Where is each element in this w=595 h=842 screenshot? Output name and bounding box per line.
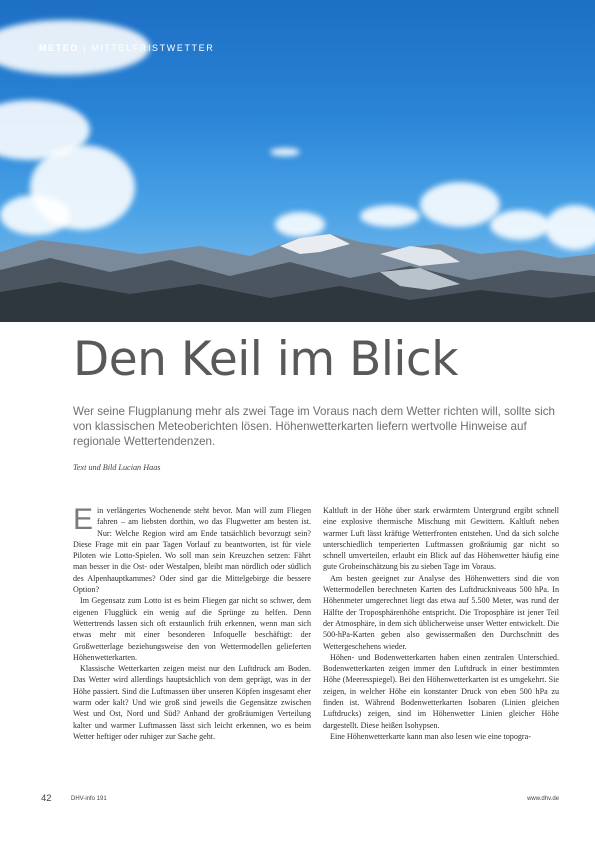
drop-cap: E [73, 503, 94, 536]
paragraph: Klassische Wetterkarten zeigen meist nur den Luftdruck am Boden. Das Wetter wird allerdings hauptsächlich von dem geprägt, was in der Höhe passiert. Sind die Luftmassen über unseren Köpfen insgesamt eher warm oder kalt? Und wie groß sind jeweils die Gegensätze zwischen West und Ost, Nord und Süd? Anhand der großräumigen Verteilung kalter und warmer Luftmassen lässt sich leicht erkennen, wo es beim Wetter heftiger oder ruhiger zur Sache geht. [73, 664, 311, 741]
paragraph: Im Gegensatz zum Lotto ist es beim Fliegen gar nicht so schwer, dem eigenen Flugglück ein wenig auf die Sprünge zu helfen. Denn Wettertrends lassen sich oft erstaunlich früh erkennen, wenn man sich etwas mehr mit einer besonderen Infoquelle beschäftigt: der Großwetterlage beziehungsweise den von Wettermodellen gelieferten Höhenwetterkarten. [73, 596, 311, 662]
article-lead: Wer seine Flugplanung mehr als zwei Tage im Voraus nach dem Wetter richten will, sollte sich von klassischen Meteoberichten lösen. Höhenwetterkarten liefern wertvolle Hinweise auf regionale Wettertendenzen. [73, 405, 556, 448]
page-number: 42 [41, 793, 52, 804]
byline: Text und Bild Lucian Haas [73, 463, 161, 472]
footer-url[interactable]: www.dhv.de [527, 796, 559, 802]
page-footer [0, 793, 595, 807]
section-label: METEO [39, 43, 80, 53]
article-title: Den Keil im Blick [73, 332, 458, 387]
subsection-label: MITTELFRISTWETTER [91, 43, 215, 53]
section-kicker [39, 43, 214, 53]
section-separator: | [79, 43, 92, 53]
text-column-left [73, 505, 311, 742]
paragraph: Am besten geeignet zur Analyse des Höhenwetters sind die von Wettermodellen berechneten Karten des Luftdruckniveaus 500 hPa. In Höhenmeter umgerechnet liegt das etwa auf 5.500 Meter, was rund der Hälfte der Troposphärenhöhe entspricht. Die Troposphäre ist jener Teil der Atmosphäre, in dem sich üblicherweise unser Wetter entwickelt. Die 500-hPa-Karten geben also gewissermaßen den Durchschnitt des Wettergeschehens wieder. [323, 573, 559, 651]
paragraph-text: in verlängertes Wochenende steht bevor. Man will zum Fliegen fahren – am liebsten dorthin, wo das Flugwetter am besten ist. Nur: Welche Region wird am Ende tatsächlich bevorzugt sein? Diese Frage mit ein paar Tagen Vorlauf zu beantworten, ist für viele Piloten wie Lotto-Spielen. Wo soll man sein Kreuzchen setzen: Fährt man besser in die Ost- oder Westalpen, bleibt man nördlich oder südlich des Alpenhauptkammes? Oder sind gar die Mittelgebirge die bessere Option? [73, 506, 311, 595]
text-column-right [323, 505, 559, 742]
paragraph [73, 505, 311, 595]
mountain-range [0, 232, 595, 322]
cloud [360, 205, 420, 227]
hero-photo [0, 0, 595, 322]
paragraph: Eine Höhenwetterkarte kann man also lesen wie eine topogra- [330, 731, 531, 741]
cloud [270, 148, 300, 156]
magazine-issue: DHV-info 191 [71, 796, 107, 802]
cloud [0, 195, 70, 235]
cloud [420, 182, 500, 227]
paragraph: Kaltluft in der Höhe über stark erwärmtem Untergrund ergibt schnell eine explosive thermische Mischung mit Gewittern. Kaltluft neben warmer Luft lässt kräftige Wetterfronten entstehen. Und da sich solche unterschiedlich temperierten Luftmassen großräumig gar nicht so schnell umverteilen, erlaubt ein Blick auf das Höhenwetter häufig eine gute Grobeinschätzung bis zu sieben Tage im Voraus. [323, 506, 559, 572]
paragraph: Höhen- und Bodenwetterkarten haben einen zentralen Unterschied. Bodenwetterkarten zeigen immer den Luftdruck in einer bestimmten Höhe (Meeresspiegel). Bei den Höhenwetterkarten ist es umgekehrt. Sie zeigen, in welcher Höhe ein konstanter Druck von eben 500 hPa zu finden ist. Während Bodenwetterkarten Isobaren (Linien gleichen Luftdrucks) zeigen, sind im Höhenwetter Linien gleicher Höhe dargestellt. Diese heißen Isohypsen. [323, 652, 559, 730]
